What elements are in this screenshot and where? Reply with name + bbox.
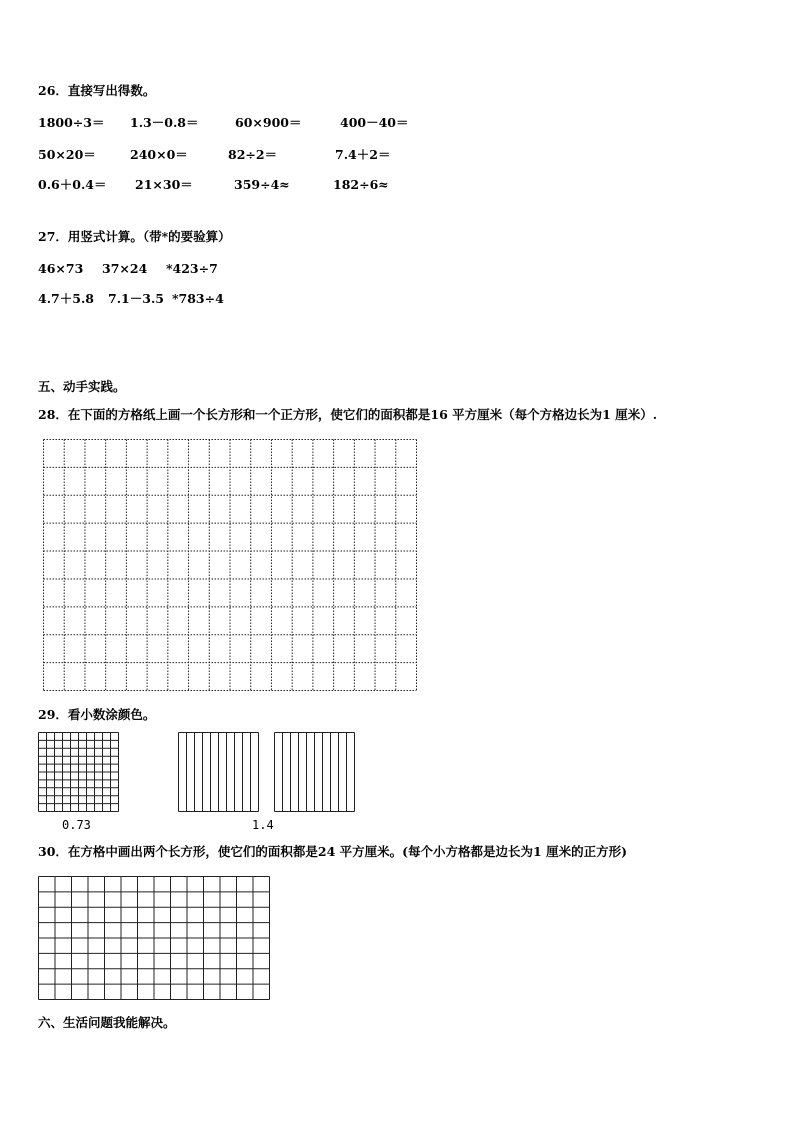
q26-item: 400－40＝	[340, 115, 409, 130]
q26-item: 7.4＋2＝	[335, 147, 391, 162]
q29-tenths-strip-1	[178, 732, 259, 812]
q26-item: 0.6＋0.4＝	[38, 177, 107, 192]
q26-item: 182÷6≈	[333, 177, 389, 192]
q27-item: 7.1－3.5	[108, 291, 164, 306]
q26-item: 240×0＝	[130, 147, 188, 162]
q27-item: 46×73	[38, 261, 84, 276]
q29-label-073: 0.73	[62, 818, 91, 832]
q27-item: 37×24	[102, 261, 148, 276]
q28-title: 28．在下面的方格纸上画一个长方形和一个正方形，使它们的面积都是16 平方厘米（每个方格边长为1 厘米）.	[38, 407, 658, 422]
q26-title: 26．直接写出得数。	[38, 83, 156, 98]
q29-title: 29．看小数涂颜色。	[38, 707, 156, 722]
q30-square-grid	[38, 876, 270, 1000]
q27-title: 27．用竖式计算。（带*的要验算）	[38, 229, 231, 244]
q26-item: 82÷2＝	[228, 147, 278, 162]
q26-item: 1800÷3＝	[38, 115, 105, 130]
q27-item: 4.7＋5.8	[38, 291, 94, 306]
q26-item: 1.3－0.8＝	[130, 115, 199, 130]
q28-dotted-grid	[43, 439, 417, 691]
q26-item: 50×20＝	[38, 147, 96, 162]
q30-title: 30．在方格中画出两个长方形，使它们的面积都是24 平方厘米。(每个小方格都是边长为1 厘米的正方形)	[38, 844, 628, 859]
q29-label-14: 1.4	[252, 818, 274, 832]
q26-item: 60×900＝	[235, 115, 302, 130]
q26-item: 21×30＝	[135, 177, 193, 192]
q27-item: *423÷7	[166, 261, 218, 276]
section-five-title: 五、动手实践。	[38, 379, 126, 394]
q26-item: 359÷4≈	[234, 177, 290, 192]
section-six-title: 六、生活问题我能解决。	[38, 1015, 176, 1030]
q27-item: *783÷4	[172, 291, 224, 306]
q29-tenths-strip-2	[274, 732, 355, 812]
q29-hundredths-grid	[38, 732, 119, 812]
